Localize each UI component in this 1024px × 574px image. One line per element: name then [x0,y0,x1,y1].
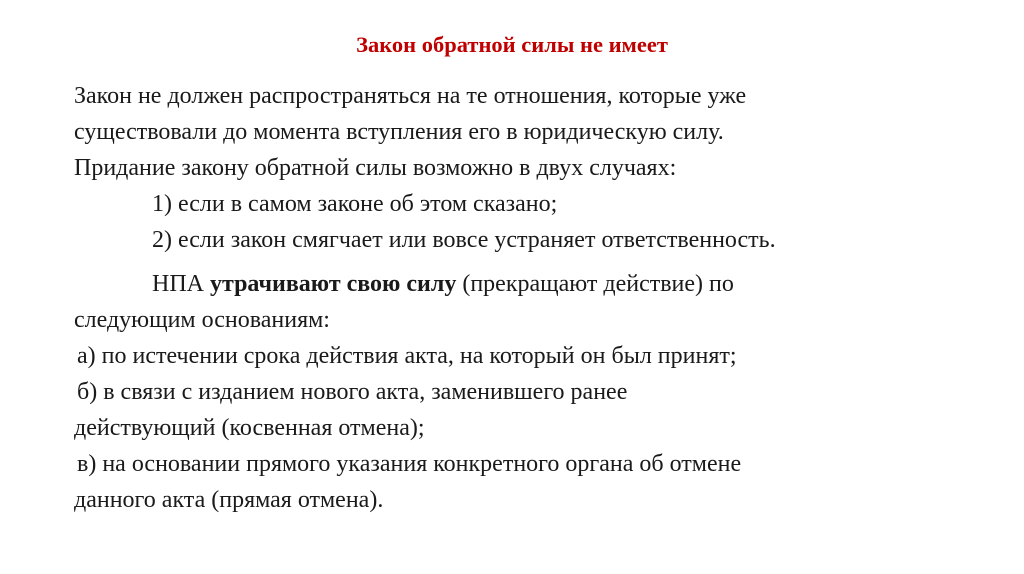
para1-line1: Закон не должен распространяться на те отношения, которые уже [74,83,747,109]
slide-title: Закон обратной силы не имеет [356,32,668,57]
para2-lead-rest: (прекращают действие) по [456,271,734,297]
para1-line3: Придание закону обратной силы возможно в двух случаях: [74,155,677,181]
case-1: 1) если в самом законе об этом сказано; [152,191,558,217]
para2-lead-bold: утрачивают свою силу [210,271,457,297]
para2-lead-text: НПА [152,271,210,297]
para2-lead [74,266,974,302]
para2-line2: следующим основаниям: [74,307,330,333]
item-b-line1: б) в связи с изданием нового акта, заменившего ранее [77,379,628,405]
paragraph-gap [74,258,974,266]
slide-body [74,78,974,518]
case-2: 2) если закон смягчает или вовсе устраняет ответственность. [152,227,776,253]
para1-line2: существовали до момента вступления его в юридическую силу. [74,119,724,145]
item-c-line2: данного акта (прямая отмена). [74,487,384,513]
item-a: а) по истечении срока действия акта, на который он был принят; [77,343,737,369]
item-b-line2: действующий (косвенная отмена); [74,415,425,441]
item-c-line1: в) на основании прямого указания конкретного органа об отмене [77,451,742,477]
